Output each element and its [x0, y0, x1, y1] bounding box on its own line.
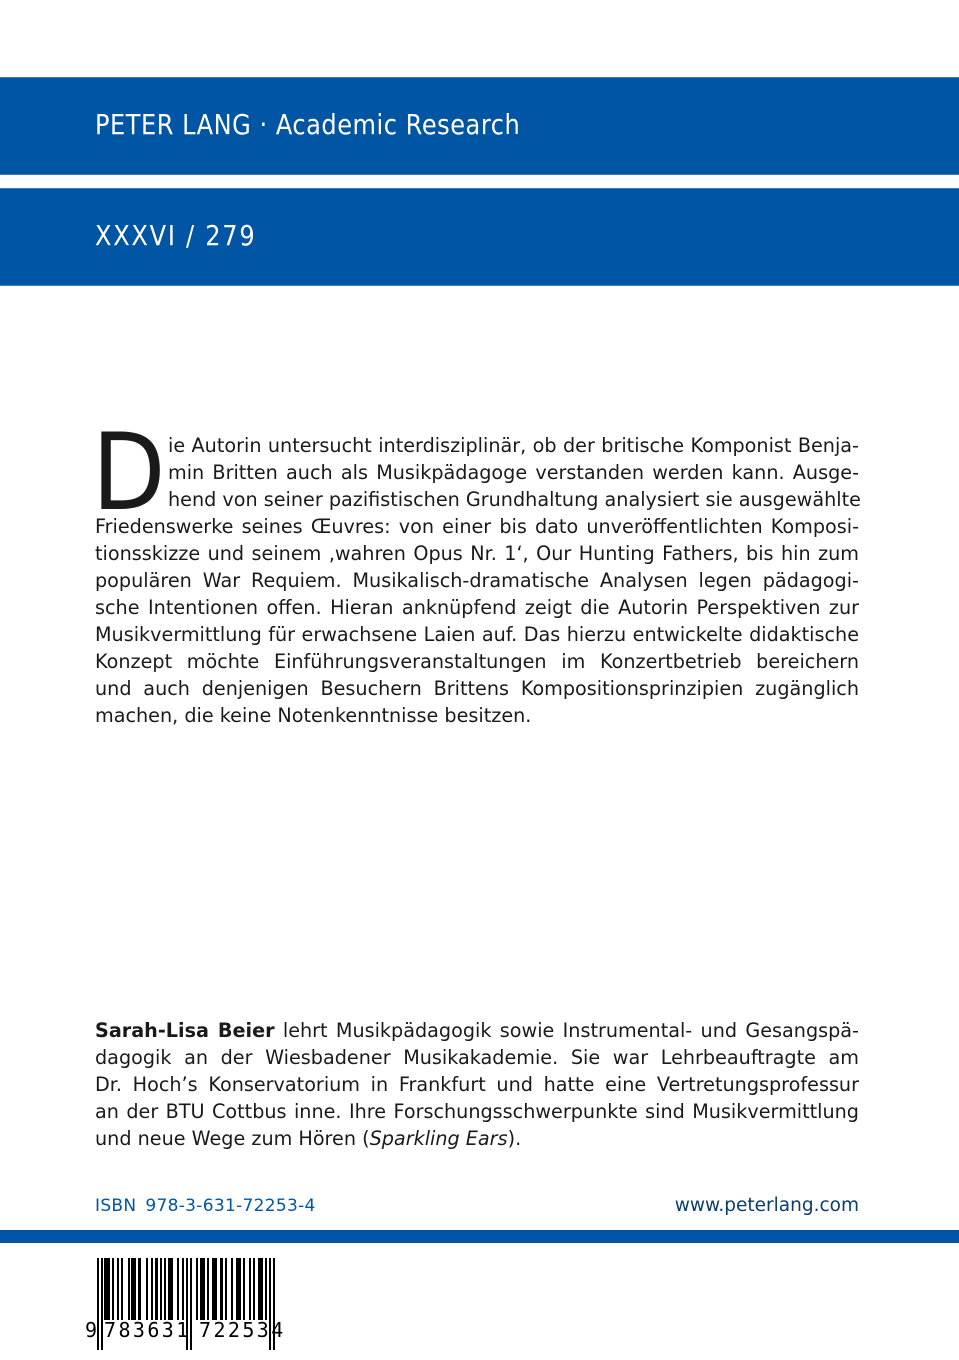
isbn-label: ISBN: [95, 1196, 137, 1216]
bio-line: [95, 1125, 859, 1152]
bio-line: an der BTU Cottbus inne. Ihre Forschungsschwerpunkte sind Musikvermittlung: [95, 1100, 859, 1123]
series-header-band: [0, 77, 959, 175]
barcode-first-digit: 9: [85, 1318, 98, 1342]
bio-text: ).: [507, 1127, 522, 1150]
abstract-line: Friedenswerke seines Œuvres: von einer bis dato unveröffentlichten Komposi-: [95, 515, 859, 538]
barcode-right-group: 722534: [199, 1318, 286, 1342]
abstract-line: und auch denjenigen Besuchern Brittens Kompositionsprinzipien zugänglich: [95, 677, 859, 700]
abstract-line: sche Intentionen offen. Hieran anknüpfend zeigt die Autorin Perspektiven zur: [95, 596, 859, 619]
barcode-left-group: 783631: [104, 1318, 191, 1342]
isbn: [95, 1196, 316, 1216]
abstract-line: tionsskizze und seinem ‚wahren Opus Nr. 1‘, Our Hunting Fathers, bis hin zum: [95, 542, 859, 565]
abstract-line: machen, die keine Notenkenntnisse besitzen.: [95, 704, 532, 727]
bio-line: [95, 1017, 859, 1044]
author-name: Sarah-Lisa Beier: [95, 1019, 275, 1042]
abstract-line: min Britten auch als Musikpädagoge verstanden werden kann. Ausge-: [168, 461, 859, 484]
bio-text: lehrt Musikpädagogik sowie Instrumental- und Gesangspä-: [274, 1019, 859, 1042]
bio-line: dagogik an der Wiesbadener Musikakademie. Sie war Lehrbeauftragte am: [95, 1046, 859, 1069]
author-bio: [95, 1017, 859, 1152]
dropcap: D: [92, 411, 166, 534]
abstract-line: populären War Requiem. Musikalisch-dramatische Analysen legen pädagogi-: [95, 569, 859, 592]
abstract-line: ie Autorin untersucht interdisziplinär, ob der britische Komponist Benja-: [168, 434, 859, 457]
barcode-digits: [85, 1318, 300, 1348]
abstract-line: hend von seiner pazifistischen Grundhaltung analysiert sie ausgewählte: [168, 488, 861, 511]
footer-bar: [0, 1230, 959, 1243]
abstract-line: Konzept möchte Einführungsveranstaltungen im Konzertbetrieb bereichern: [95, 650, 859, 673]
series-number: XXXVI / 279: [95, 219, 257, 252]
website-link[interactable]: www.peterlang.com: [674, 1195, 859, 1216]
bio-line: Dr. Hoch’s Konservatorium in Frankfurt und hatte eine Vertretungsprofessur: [95, 1073, 859, 1096]
isbn-value: 978-3-631-72253-4: [145, 1196, 316, 1216]
abstract: [92, 411, 861, 729]
project-title: Sparkling Ears: [369, 1127, 508, 1150]
bio-text: und neue Wege zum Hören (: [95, 1127, 370, 1150]
publisher-line: PETER LANG · Academic Research: [95, 108, 521, 141]
abstract-line: Musikvermittlung für erwachsene Laien auf. Das hierzu entwickelte didaktische: [95, 623, 859, 646]
series-number-band: [0, 188, 959, 286]
